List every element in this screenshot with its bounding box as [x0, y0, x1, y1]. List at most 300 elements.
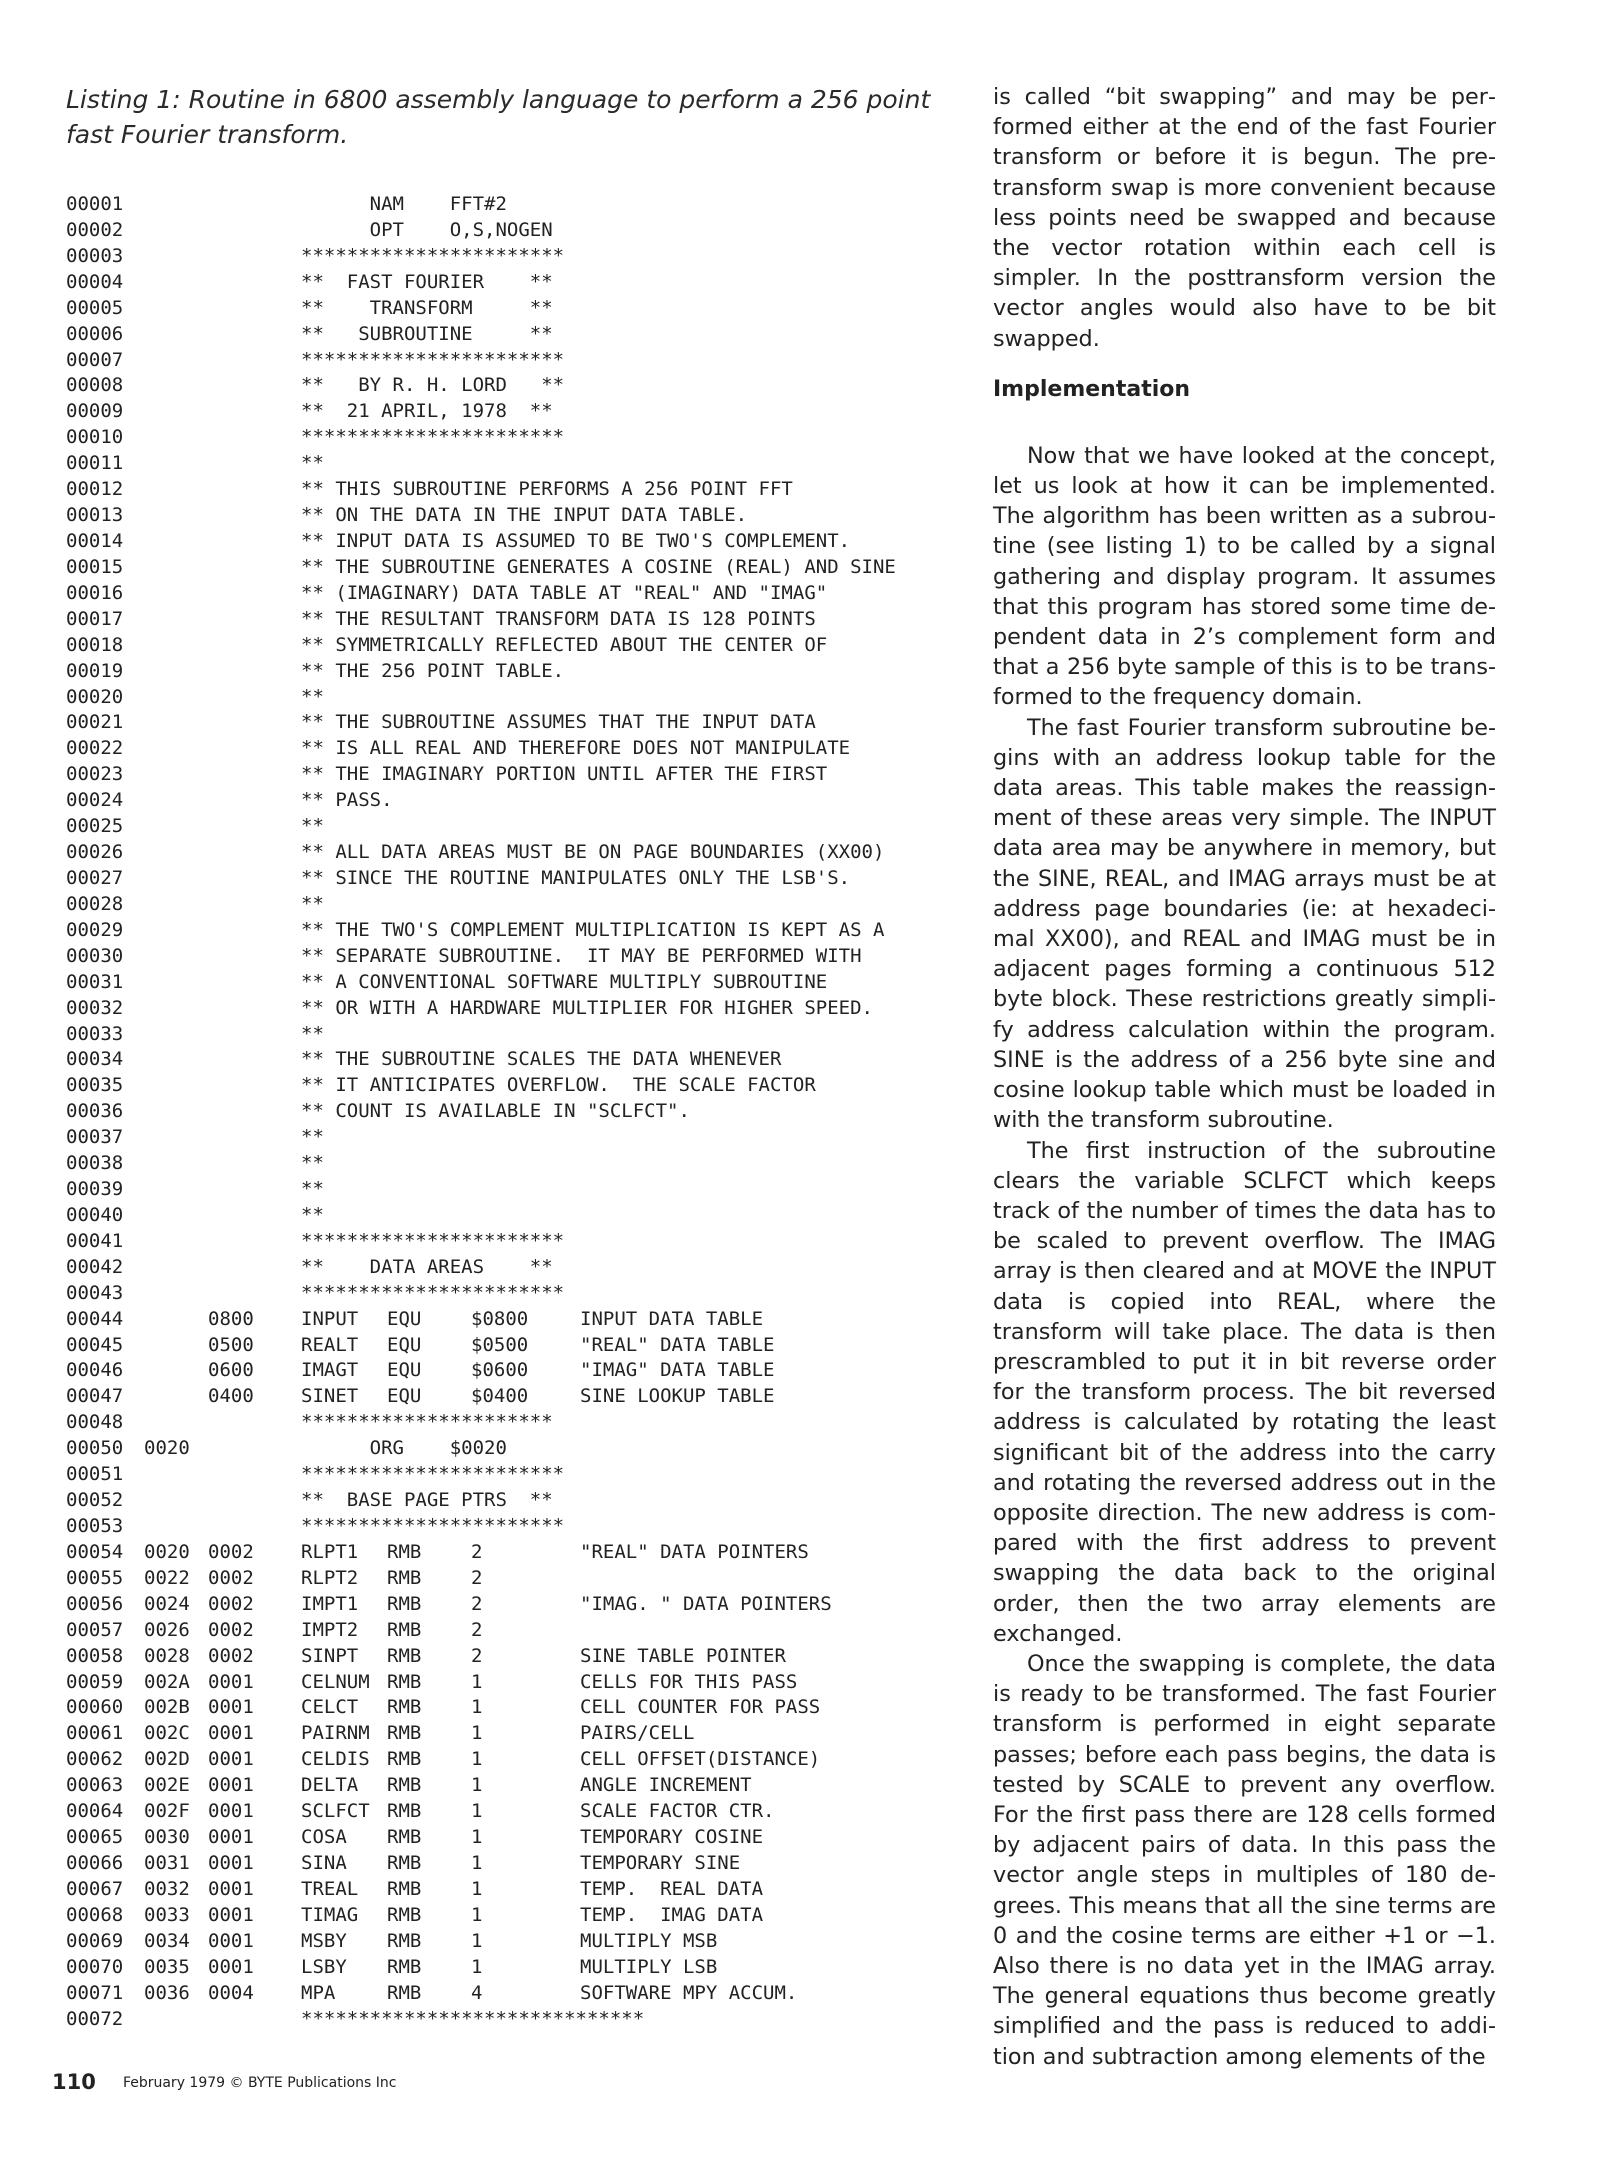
line-number: 00027 [66, 866, 124, 889]
source-text: OPT O,S,NOGEN [301, 218, 553, 241]
line-number: 00045 [66, 1333, 124, 1356]
listing-line [66, 944, 946, 970]
listing-line [66, 555, 946, 581]
listing-line [66, 425, 946, 451]
listing-line [66, 762, 946, 788]
memory-address: 0035 [144, 1955, 190, 1978]
line-number: 00001 [66, 193, 124, 215]
footer-credit: February 1979 © BYTE Publications Inc [122, 2075, 397, 2091]
source-text: ** (IMAGINARY) DATA TABLE AT "REAL" AND "IMAG" [301, 581, 828, 604]
line-number: 00058 [66, 1644, 124, 1667]
listing-line [66, 840, 946, 866]
listing-line [66, 1488, 946, 1514]
listing-line [66, 477, 946, 503]
listing-line [66, 1566, 946, 1592]
line-number: 00060 [66, 1696, 124, 1719]
source-label: LSBY [301, 1955, 347, 1978]
line-number: 00068 [66, 1903, 124, 1926]
source-label: COSA [301, 1826, 347, 1849]
source-text: ** BASE PAGE PTRS ** [301, 1489, 553, 1512]
listing-line [66, 633, 946, 659]
source-comment: SINE LOOKUP TABLE [580, 1385, 775, 1408]
source-text: ** FAST FOURIER ** [301, 270, 553, 293]
line-number: 00035 [66, 1074, 124, 1097]
line-number: 00016 [66, 581, 124, 604]
article-paragraph: The first instruction of the subroutine clears the variable SCLFCT which keeps track of the number of times the data has to be scaled to prevent overflow. The IMAG array is then cleared and at MOVE the INPUT data is copied into REAL, where the transform will take place. The data is then prescrambled to put it in bit reverse order for the transform process. The bit reversed address is calculated by rotating the least significant bit of the address into the carry and rotating the reversed address out in the opposite direction. The new address is compared with the first address to prevent swapping the data back to the original order, then the two array elements are exchanged. [993, 1137, 1496, 1647]
source-comment: TEMPORARY SINE [580, 1852, 741, 1874]
listing-line [66, 788, 946, 814]
listing-caption: Listing 1: Routine in 6800 assembly language to perform a 256 point fast Fourier transform. [66, 85, 931, 149]
listing-line [66, 1410, 946, 1436]
source-opcode: RMB [387, 1696, 422, 1719]
source-opcode: EQU [387, 1359, 422, 1382]
source-text: ** IT ANTICIPATES OVERFLOW. THE SCALE FACTOR [301, 1074, 816, 1097]
source-label: IMAGT [301, 1359, 359, 1382]
line-number: 00031 [66, 970, 124, 993]
line-number: 00032 [66, 996, 124, 1019]
source-text: *********************** [301, 348, 565, 371]
source-comment: PAIRS/CELL [580, 1722, 695, 1745]
source-opcode: RMB [387, 1748, 422, 1771]
listing-line [66, 192, 946, 218]
source-operand: 4 [471, 1981, 483, 2004]
listing-line [66, 2007, 946, 2033]
object-code: 0002 [208, 1618, 254, 1641]
source-text: ** DATA AREAS ** [301, 1255, 553, 1278]
source-text: ** COUNT IS AVAILABLE IN "SCLFCT". [301, 1100, 690, 1123]
memory-address: 0034 [144, 1929, 190, 1952]
memory-address: 002B [144, 1696, 190, 1719]
source-operand: 2 [471, 1566, 483, 1589]
source-comment: MULTIPLY LSB [580, 1955, 718, 1978]
source-comment: TEMPORARY COSINE [580, 1826, 764, 1849]
source-comment: SCALE FACTOR CTR. [580, 1800, 775, 1823]
source-operand: 2 [471, 1644, 483, 1667]
memory-address: 0022 [144, 1566, 190, 1589]
source-operand: 1 [471, 1955, 483, 1978]
listing-line [66, 1384, 946, 1410]
source-operand: 1 [471, 1800, 483, 1823]
line-number: 00024 [66, 789, 124, 812]
source-operand: 1 [471, 1852, 483, 1874]
listing-line [66, 1929, 946, 1955]
source-opcode: EQU [387, 1385, 422, 1408]
object-code: 0001 [208, 1696, 254, 1719]
object-code: 0001 [208, 1800, 254, 1823]
source-label: CELNUM [301, 1670, 370, 1693]
source-label: INPUT [301, 1307, 359, 1330]
line-number: 00047 [66, 1385, 124, 1408]
line-number: 00025 [66, 815, 124, 838]
memory-address: 0028 [144, 1644, 190, 1667]
line-number: 00067 [66, 1877, 124, 1900]
source-opcode: RMB [387, 1852, 422, 1874]
listing-line [66, 529, 946, 555]
source-label: RLPT1 [301, 1540, 359, 1563]
source-label: TREAL [301, 1877, 359, 1900]
listing-line [66, 736, 946, 762]
listing-line [66, 244, 946, 270]
line-number: 00061 [66, 1722, 124, 1745]
source-label: SCLFCT [301, 1800, 370, 1823]
source-comment: TEMP. IMAG DATA [580, 1903, 764, 1926]
source-label: SINA [301, 1852, 347, 1874]
memory-address: 002E [144, 1774, 190, 1797]
source-label: TIMAG [301, 1903, 359, 1926]
line-number: 00056 [66, 1592, 124, 1615]
listing-line [66, 1462, 946, 1488]
memory-address: 0030 [144, 1826, 190, 1849]
line-number: 00030 [66, 944, 124, 967]
memory-address: 0036 [144, 1981, 190, 2004]
line-number: 00048 [66, 1411, 124, 1434]
listing-line [66, 1047, 946, 1073]
source-text: *********************** [301, 426, 565, 449]
listing-line [66, 1955, 946, 1981]
source-text: ** BY R. H. LORD ** [301, 374, 565, 397]
listing-line [66, 1514, 946, 1540]
source-text: *********************** [301, 1515, 565, 1538]
source-text: ** ALL DATA AREAS MUST BE ON PAGE BOUNDARIES (XX00) [301, 841, 885, 864]
source-text: ****************************** [301, 2007, 645, 2030]
line-number: 00021 [66, 711, 124, 734]
object-code: 0001 [208, 1670, 254, 1693]
line-number: 00053 [66, 1515, 124, 1538]
source-operand: $0800 [471, 1307, 529, 1330]
line-number: 00066 [66, 1852, 124, 1874]
source-operand: 1 [471, 1696, 483, 1719]
object-code: 0004 [208, 1981, 254, 2004]
source-operand: 1 [471, 1903, 483, 1926]
memory-address: 0020 [144, 1540, 190, 1563]
page-footer [52, 2070, 396, 2094]
line-number: 00063 [66, 1774, 124, 1797]
source-opcode: RMB [387, 1566, 422, 1589]
source-opcode: EQU [387, 1333, 422, 1356]
line-number: 00039 [66, 1178, 124, 1201]
line-number: 00014 [66, 529, 124, 552]
listing-line [66, 1229, 946, 1255]
source-opcode: RMB [387, 1774, 422, 1797]
line-number: 00003 [66, 244, 124, 267]
line-number: 00019 [66, 659, 124, 682]
source-text: ** THE SUBROUTINE SCALES THE DATA WHENEVER [301, 1048, 782, 1071]
source-comment: CELL COUNTER FOR PASS [580, 1696, 821, 1719]
source-text: ** [301, 1178, 324, 1201]
object-code: 0002 [208, 1540, 254, 1563]
listing-line [66, 1592, 946, 1618]
line-number: 00042 [66, 1255, 124, 1278]
object-code: 0001 [208, 1955, 254, 1978]
source-text: ** IS ALL REAL AND THEREFORE DOES NOT MANIPULATE [301, 737, 851, 760]
object-code: 0002 [208, 1566, 254, 1589]
source-text: ** TRANSFORM ** [301, 296, 553, 319]
source-opcode: RMB [387, 1826, 422, 1849]
line-number: 00038 [66, 1152, 124, 1175]
source-operand: 1 [471, 1670, 483, 1693]
line-number: 00023 [66, 763, 124, 786]
object-code: 0001 [208, 1903, 254, 1926]
source-label: MSBY [301, 1929, 347, 1952]
source-label: RLPT2 [301, 1566, 359, 1589]
source-text: ** ON THE DATA IN THE INPUT DATA TABLE. [301, 504, 748, 527]
source-comment: "IMAG. " DATA POINTERS [580, 1592, 832, 1615]
source-opcode: RMB [387, 1929, 422, 1952]
source-opcode: RMB [387, 1722, 422, 1745]
source-comment: CELLS FOR THIS PASS [580, 1670, 798, 1693]
listing-line [66, 348, 946, 374]
source-operand: $0400 [471, 1385, 529, 1408]
page-number: 110 [52, 2070, 96, 2094]
source-opcode: EQU [387, 1307, 422, 1330]
source-label: DELTA [301, 1774, 359, 1797]
object-code: 0600 [208, 1359, 254, 1382]
line-number: 00055 [66, 1566, 124, 1589]
source-opcode: RMB [387, 1955, 422, 1978]
listing-line [66, 1773, 946, 1799]
line-number: 00029 [66, 918, 124, 941]
source-text: ** [301, 892, 324, 915]
line-number: 00070 [66, 1955, 124, 1978]
article-paragraph: is called “bit swapping” and may be performed either at the end of the fast Fourier transform or before it is begun. The pretransform swap is more convenient because less points need be swapped and because the vector rotation within each cell is simpler. In the posttransform version the vector angles would also have to be bit swapped. [993, 84, 1496, 352]
source-text: ** THE IMAGINARY PORTION UNTIL AFTER THE FIRST [301, 763, 828, 786]
source-operand: 2 [471, 1618, 483, 1641]
line-number: 00002 [66, 218, 124, 241]
listing-line [66, 1747, 946, 1773]
source-text: ** SINCE THE ROUTINE MANIPULATES ONLY THE LSB'S. [301, 866, 851, 889]
source-text: ** [301, 815, 324, 838]
object-code: 0001 [208, 1929, 254, 1952]
source-text: ** THE SUBROUTINE GENERATES A COSINE (REAL) AND SINE [301, 555, 896, 578]
line-number: 00064 [66, 1800, 124, 1823]
line-number: 00022 [66, 737, 124, 760]
article-column [993, 82, 1496, 2072]
listing-line [66, 581, 946, 607]
source-operand: 1 [471, 1929, 483, 1952]
source-opcode: RMB [387, 1800, 422, 1823]
line-number: 00007 [66, 348, 124, 371]
line-number: 00037 [66, 1126, 124, 1149]
source-operand: 2 [471, 1540, 483, 1563]
object-code: 0001 [208, 1877, 254, 1900]
object-code: 0002 [208, 1592, 254, 1615]
source-label: CELDIS [301, 1748, 370, 1771]
line-number: 00046 [66, 1359, 124, 1382]
source-comment: "REAL" DATA TABLE [580, 1333, 775, 1356]
line-number: 00041 [66, 1229, 124, 1252]
source-operand: 1 [471, 1877, 483, 1900]
source-text: ********************** [301, 1411, 553, 1434]
line-number: 00044 [66, 1307, 124, 1330]
line-number: 00017 [66, 607, 124, 630]
section-heading: Implementation [993, 376, 1191, 402]
source-text: ** [301, 1126, 324, 1149]
object-code: 0001 [208, 1748, 254, 1771]
source-text: ** THE 256 POINT TABLE. [301, 659, 565, 682]
object-code: 0001 [208, 1826, 254, 1849]
listing-line [66, 1825, 946, 1851]
source-comment: "REAL" DATA POINTERS [580, 1540, 809, 1563]
listing-line [66, 685, 946, 711]
listing-line [66, 1307, 946, 1333]
memory-address: 0020 [144, 1437, 190, 1460]
memory-address: 002A [144, 1670, 190, 1693]
listing-line [66, 710, 946, 736]
listing-line [66, 866, 946, 892]
line-number: 00043 [66, 1281, 124, 1304]
listing-line [66, 892, 946, 918]
source-comment: INPUT DATA TABLE [580, 1307, 764, 1330]
assembly-listing [66, 192, 946, 2032]
memory-address: 002C [144, 1722, 190, 1745]
source-text: ** SUBROUTINE ** [301, 322, 553, 345]
source-operand: 1 [471, 1748, 483, 1771]
line-number: 00057 [66, 1618, 124, 1641]
listing-line [66, 322, 946, 348]
listing-line [66, 1281, 946, 1307]
source-label: IMPT2 [301, 1618, 359, 1641]
source-text: ** SEPARATE SUBROUTINE. IT MAY BE PERFORMED WITH [301, 944, 862, 967]
source-label: IMPT1 [301, 1592, 359, 1615]
line-number: 00015 [66, 555, 124, 578]
line-number: 00010 [66, 426, 124, 449]
line-number: 00036 [66, 1100, 124, 1123]
listing-line [66, 296, 946, 322]
listing-line [66, 1073, 946, 1099]
object-code: 0500 [208, 1333, 254, 1356]
listing-line [66, 607, 946, 633]
source-label: REALT [301, 1333, 359, 1356]
line-number: 00006 [66, 322, 124, 345]
source-text: NAM FFT#2 [301, 193, 507, 215]
line-number: 00040 [66, 1203, 124, 1226]
object-code: 0400 [208, 1385, 254, 1408]
listing-line [66, 814, 946, 840]
article-paragraph: Once the swapping is complete, the data is ready to be transformed. The fast Fourier transform is performed in eight separate passes; before each pass begins, the data is tested by SCALE to prevent any overflow. For the first pass there are 128 cells formed by adjacent pairs of data. In this pass the vector angle steps in multiples of 180 degrees. This means that all the sine terms are 0 and the cosine terms are either +1 or −1. Also there is no data yet in the IMAG array. The general equations thus become greatly simplified and the pass is reduced to addition and subtraction among elements of the [993, 1650, 1496, 2070]
object-code: 0002 [208, 1644, 254, 1667]
line-number: 00012 [66, 478, 124, 501]
line-number: 00069 [66, 1929, 124, 1952]
source-comment: SINE TABLE POINTER [580, 1644, 786, 1667]
line-number: 00065 [66, 1826, 124, 1849]
listing-line [66, 1177, 946, 1203]
listing-line [66, 1618, 946, 1644]
line-number: 00009 [66, 400, 124, 423]
memory-address: 0026 [144, 1618, 190, 1641]
source-text: *********************** [301, 1281, 565, 1304]
listing-line [66, 1799, 946, 1825]
source-comment: TEMP. REAL DATA [580, 1877, 764, 1900]
source-comment: "IMAG" DATA TABLE [580, 1359, 775, 1382]
memory-address: 0031 [144, 1852, 190, 1874]
source-opcode: RMB [387, 1592, 422, 1615]
line-number: 00011 [66, 452, 124, 475]
source-comment: MULTIPLY MSB [580, 1929, 718, 1952]
source-opcode: RMB [387, 1618, 422, 1641]
listing-line [66, 503, 946, 529]
source-text: ** THIS SUBROUTINE PERFORMS A 256 POINT FFT [301, 478, 793, 501]
memory-address: 0032 [144, 1877, 190, 1900]
listing-line [66, 1436, 946, 1462]
source-operand: 2 [471, 1592, 483, 1615]
memory-address: 002D [144, 1748, 190, 1771]
source-text: ** SYMMETRICALLY REFLECTED ABOUT THE CENTER OF [301, 633, 828, 656]
source-text: *********************** [301, 244, 565, 267]
source-text: ** [301, 1022, 324, 1045]
source-opcode: RMB [387, 1877, 422, 1900]
line-number: 00033 [66, 1022, 124, 1045]
listing-line [66, 1644, 946, 1670]
line-number: 00054 [66, 1540, 124, 1563]
object-code: 0001 [208, 1774, 254, 1797]
line-number: 00008 [66, 374, 124, 397]
source-text: ** 21 APRIL, 1978 ** [301, 400, 553, 423]
source-operand: $0600 [471, 1359, 529, 1382]
line-number: 00062 [66, 1748, 124, 1771]
source-comment: CELL OFFSET(DISTANCE) [580, 1748, 821, 1771]
listing-line [66, 1851, 946, 1877]
article-paragraph: The fast Fourier transform subroutine begins with an address lookup table for the data areas. This table makes the reassignment of these areas very simple. The INPUT data area may be anywhere in memory, but the SINE, REAL, and IMAG arrays must be at address page boundaries (ie: at hexadecimal XX00), and REAL and IMAG must be in adjacent pages forming a continuous 512 byte block. These restrictions greatly simplify address calculation within the program. SINE is the address of a 256 byte sine and cosine lookup table which must be loaded in with the transform subroutine. [993, 714, 1496, 1134]
listing-line [66, 451, 946, 477]
object-code: 0800 [208, 1307, 254, 1330]
listing-line [66, 1981, 946, 2007]
source-text: ** [301, 685, 324, 708]
source-text: ** THE TWO'S COMPLEMENT MULTIPLICATION IS KEPT AS A [301, 918, 885, 941]
source-operand: $0500 [471, 1333, 529, 1356]
source-operand: 1 [471, 1722, 483, 1745]
source-text: ** [301, 1152, 324, 1175]
listing-line [66, 970, 946, 996]
memory-address: 0033 [144, 1903, 190, 1926]
source-label: PAIRNM [301, 1722, 370, 1745]
source-text: ** OR WITH A HARDWARE MULTIPLIER FOR HIGHER SPEED. [301, 996, 873, 1019]
listing-line [66, 1151, 946, 1177]
memory-address: 002F [144, 1800, 190, 1823]
source-text: ** A CONVENTIONAL SOFTWARE MULTIPLY SUBROUTINE [301, 970, 828, 993]
source-text: ** [301, 452, 324, 475]
line-number: 00059 [66, 1670, 124, 1693]
object-code: 0001 [208, 1852, 254, 1874]
listing-line [66, 1721, 946, 1747]
source-opcode: RMB [387, 1981, 422, 2004]
listing-line [66, 918, 946, 944]
source-comment: SOFTWARE MPY ACCUM. [580, 1981, 798, 2004]
source-label: CELCT [301, 1696, 359, 1719]
source-opcode: RMB [387, 1903, 422, 1926]
line-number: 00013 [66, 504, 124, 527]
line-number: 00034 [66, 1048, 124, 1071]
line-number: 00020 [66, 685, 124, 708]
line-number: 00018 [66, 633, 124, 656]
source-text: ** THE RESULTANT TRANSFORM DATA IS 128 POINTS [301, 607, 816, 630]
source-opcode: RMB [387, 1670, 422, 1693]
object-code: 0001 [208, 1722, 254, 1745]
line-number: 00028 [66, 892, 124, 915]
listing-line [66, 1255, 946, 1281]
source-comment: ANGLE INCREMENT [580, 1774, 752, 1797]
listing-line [66, 1125, 946, 1151]
listing-line [66, 1333, 946, 1359]
source-text: ** PASS. [301, 789, 393, 812]
source-text: ** [301, 1203, 324, 1226]
listing-line [66, 659, 946, 685]
listing-line [66, 270, 946, 296]
listing-line [66, 1903, 946, 1929]
source-text: ORG $0020 [301, 1437, 507, 1460]
listing-line [66, 1358, 946, 1384]
line-number: 00072 [66, 2007, 124, 2030]
source-opcode: RMB [387, 1540, 422, 1563]
